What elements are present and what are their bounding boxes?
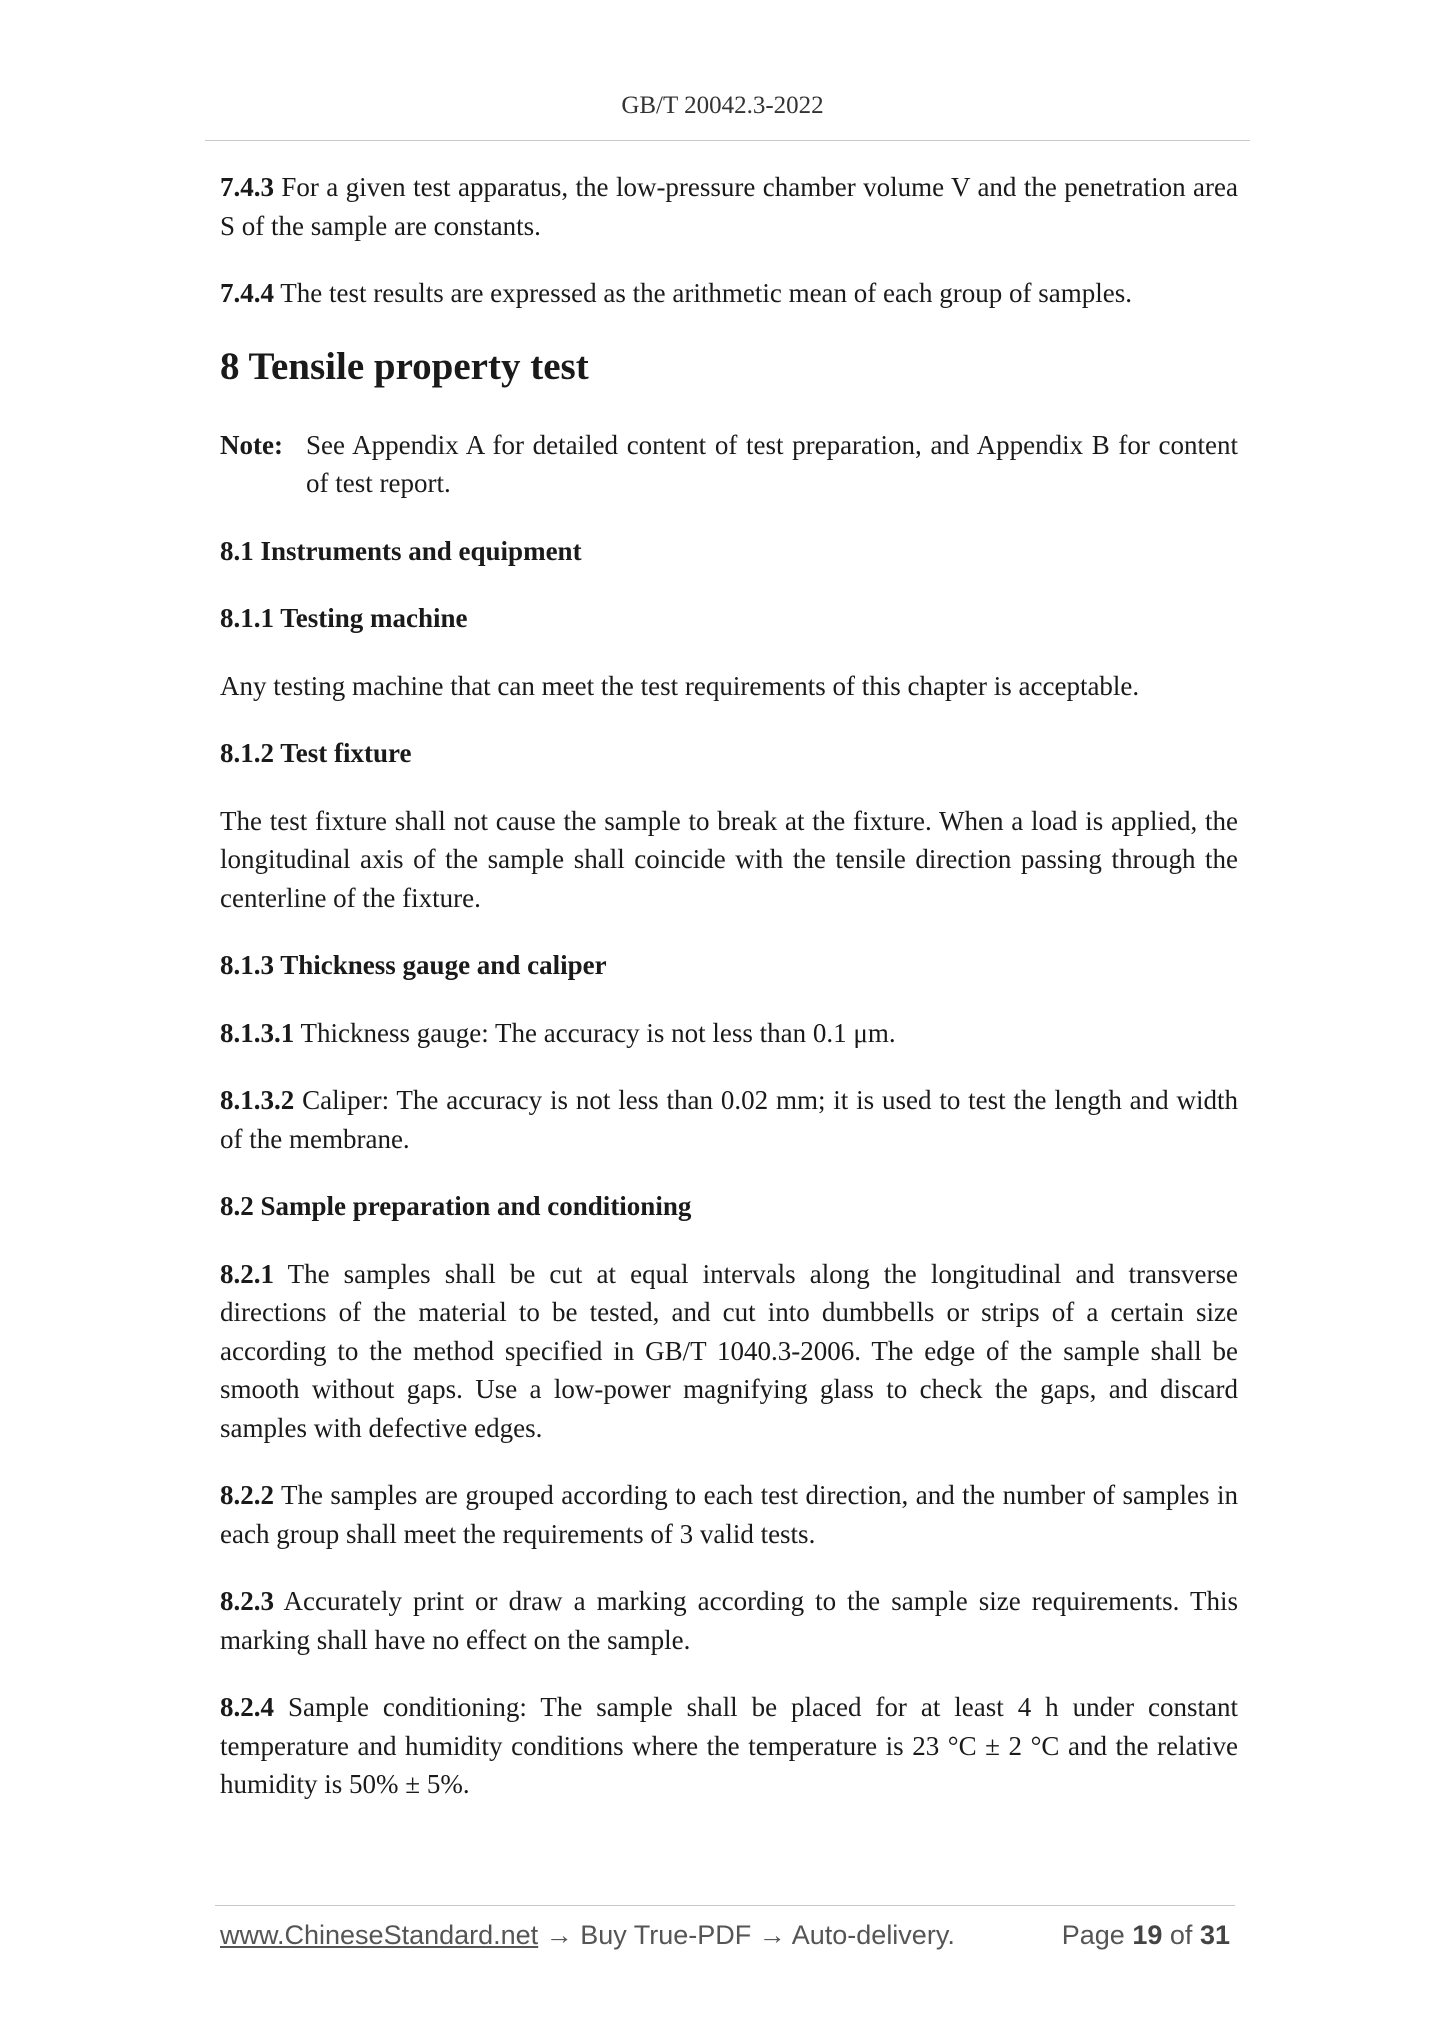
clause-number: 7.4.3 [220,172,274,202]
footer-tagline: → Buy True-PDF → Auto-delivery. [538,1920,955,1950]
page-word: Page [1061,1920,1125,1950]
clause-number: 8.2.2 [220,1480,274,1510]
heading-8-2: 8.2 Sample preparation and conditioning [220,1191,692,1221]
clause-8-1-2-text: The test fixture shall not cause the sample to break at the fixture. When a load is applied, the longitudinal axis of the sample shall coincide with the tensile direction passing through the centerline of the fixture. [220,805,1238,913]
clause-text: Accurately print or draw a marking according to the sample size requirements. This marking shall have no effect on the sample. [220,1586,1238,1655]
header-divider [205,140,1250,141]
clause-number: 8.1.3.2 [220,1085,295,1115]
clause-8-2-2 [220,1476,1238,1553]
page-footer [220,1920,1230,1951]
clause-number: 8.2.4 [220,1692,274,1722]
clause-text: The test results are expressed as the arithmetic mean of each group of samples. [274,278,1132,308]
clause-text: The samples shall be cut at equal intervals along the longitudinal and transverse directions of the material to be tested, and cut into dumbbells or strips of a certain size according to the method specified in GB/T 1040.3-2006. The edge of the sample shall be smooth without gaps. Use a low-power magnifying glass to check the gaps, and discard samples with defective edges. [220,1258,1238,1443]
heading-8-1-2: 8.1.2 Test fixture [220,738,412,768]
clause-8-2-4 [220,1688,1238,1804]
clause-8-2-1 [220,1255,1238,1448]
clause-text: For a given test apparatus, the low-pressure chamber volume V and the penetration area S of the sample are constants. [220,172,1238,241]
clause-8-1-3-2 [220,1081,1238,1158]
clause-text: Thickness gauge: The accuracy is not less than 0.1 μm. [294,1017,896,1048]
document-header: GB/T 20042.3-2022 [621,92,824,119]
total-pages: 31 [1199,1920,1230,1950]
clause-number: 8.1.3.1 [220,1017,295,1048]
clause-8-2-3 [220,1582,1238,1659]
clause-text: Sample conditioning: The sample shall be placed for at least 4 h under constant temperature and humidity conditions where the temperature is 23 °C ± 2 °C and the relative humidity is 50% ± 5%. [220,1692,1238,1799]
note-label: Note: [220,429,283,460]
clause-7-4-4 [220,274,1238,313]
clause-number: 8.2.3 [220,1586,274,1616]
page-indicator [1062,1920,1230,1951]
note-paragraph [220,426,1238,503]
clause-number: 8.2.1 [220,1258,274,1289]
clause-8-1-1-text: Any testing machine that can meet the test requirements of this chapter is acceptable. [220,670,1140,701]
section-heading-8: 8 Tensile property test [220,344,589,388]
heading-8-1-1: 8.1.1 Testing machine [220,603,468,633]
clause-7-4-3 [220,168,1238,245]
note-text: See Appendix A for detailed content of test preparation, and Appendix B for content of test report. [306,429,1238,498]
clause-8-1-3-1 [220,1014,1238,1053]
clause-text: The samples are grouped according to each test direction, and the number of samples in each group shall meet the requirements of 3 valid tests. [220,1480,1238,1549]
footer-divider [215,1905,1235,1906]
page-number: 19 [1132,1920,1163,1950]
clause-number: 7.4.4 [220,278,274,308]
heading-8-1: 8.1 Instruments and equipment [220,535,582,566]
heading-8-1-3: 8.1.3 Thickness gauge and caliper [220,950,607,980]
clause-text: Caliper: The accuracy is not less than 0.02 mm; it is used to test the length and width of the membrane. [220,1085,1238,1154]
page-content [220,168,1238,1833]
website-link[interactable]: www.ChineseStandard.net [220,1920,539,1950]
of-word: of [1169,1920,1193,1950]
